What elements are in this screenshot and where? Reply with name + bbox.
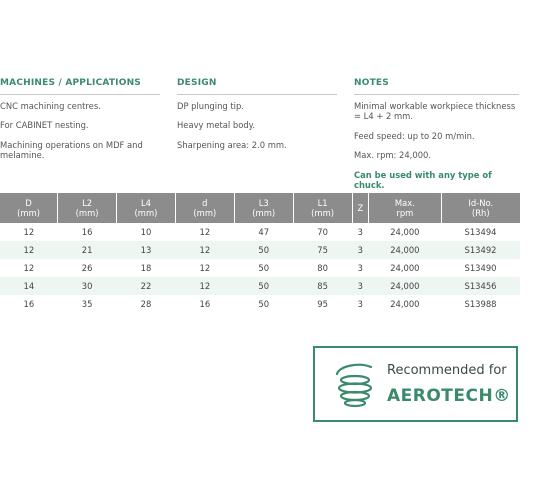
cell-d-shank: 12 bbox=[199, 227, 211, 237]
notes-highlight: Can be used with any type of chuck. bbox=[354, 169, 492, 190]
cell-z: 3 bbox=[352, 241, 369, 259]
cell-l3: 50 bbox=[258, 263, 270, 273]
cell-l1: 80 bbox=[317, 263, 328, 273]
cell-l2: 21 bbox=[58, 241, 117, 259]
cell-id-no: S13492 bbox=[441, 241, 520, 259]
table-row bbox=[0, 295, 520, 313]
machines-line: For CABINET nesting. bbox=[0, 120, 89, 130]
notes-heading: NOTES bbox=[354, 78, 519, 95]
cell-max-rpm: 24,000 bbox=[369, 241, 441, 259]
table-row bbox=[0, 259, 520, 277]
notes-line: Minimal workable workpiece thickness = L4 + 2 mm. bbox=[354, 100, 516, 121]
header-d: D (mm) bbox=[0, 193, 58, 223]
cell-d-shank: 12 bbox=[199, 263, 211, 273]
cell-l3: 50 bbox=[234, 277, 293, 295]
recommended-text: Recommended for bbox=[387, 363, 507, 378]
cell-z: 3 bbox=[357, 299, 364, 309]
cell-l2: 26 bbox=[81, 263, 93, 273]
cell-d: 16 bbox=[23, 299, 35, 309]
cell-d: 12 bbox=[23, 263, 35, 273]
header-l2: L2 (mm) bbox=[58, 193, 117, 223]
cell-z: 3 bbox=[357, 227, 364, 237]
table-row bbox=[0, 277, 520, 295]
machines-line: Machining operations on MDF and melamine. bbox=[0, 139, 143, 160]
design-line: Heavy metal body. bbox=[177, 120, 256, 130]
machines-line: CNC machining centres. bbox=[0, 100, 101, 111]
header-d-shank: d (mm) bbox=[175, 193, 234, 223]
machines-heading: MACHINES / APPLICATIONS bbox=[0, 78, 160, 95]
cell-d-shank: 16 bbox=[199, 299, 211, 309]
table-row bbox=[0, 223, 520, 241]
cell-max-rpm: 24,000 bbox=[369, 277, 441, 295]
cell-max-rpm: 24,000 bbox=[390, 263, 420, 273]
cell-l4: 28 bbox=[140, 299, 152, 309]
cell-d: 14 bbox=[0, 277, 58, 295]
header-l4: L4 (mm) bbox=[117, 193, 176, 223]
notes-line: Feed speed: up to 20 m/min. bbox=[354, 130, 475, 141]
cell-l2: 30 bbox=[58, 277, 117, 295]
cell-l4: 18 bbox=[140, 263, 152, 273]
cell-id-no: S13490 bbox=[464, 263, 497, 273]
cell-d: 12 bbox=[0, 241, 58, 259]
cell-d-shank: 12 bbox=[175, 241, 234, 259]
header-l1: L1 (mm) bbox=[293, 193, 352, 223]
table-header-row bbox=[0, 193, 520, 223]
design-line: Sharpening area: 2.0 mm. bbox=[177, 139, 287, 150]
notes-line: Max. rpm: 24,000. bbox=[354, 150, 432, 160]
cell-l4: 10 bbox=[140, 227, 152, 237]
cell-l1: 75 bbox=[293, 241, 352, 259]
cell-l2: 16 bbox=[81, 227, 93, 237]
spec-table bbox=[0, 193, 520, 313]
design-heading: DESIGN bbox=[177, 78, 337, 95]
cell-l3: 47 bbox=[258, 227, 270, 237]
header-id-no: Id-No. (Rh) bbox=[441, 193, 520, 223]
spring-logo-icon bbox=[331, 360, 379, 410]
table-row bbox=[0, 241, 520, 259]
cell-z: 3 bbox=[357, 263, 364, 273]
design-section bbox=[177, 78, 337, 159]
machines-section bbox=[0, 78, 160, 170]
header-l3: L3 (mm) bbox=[234, 193, 293, 223]
design-line: DP plunging tip. bbox=[177, 100, 244, 111]
cell-l4: 22 bbox=[117, 277, 176, 295]
cell-id-no: S13456 bbox=[441, 277, 520, 295]
cell-id-no: S13988 bbox=[464, 299, 497, 309]
brand-name: AEROTECH® bbox=[387, 386, 511, 406]
cell-l1: 70 bbox=[317, 227, 328, 237]
cell-z: 3 bbox=[352, 277, 369, 295]
cell-id-no: S13494 bbox=[464, 227, 497, 237]
cell-max-rpm: 24,000 bbox=[390, 227, 420, 237]
cell-l2: 35 bbox=[81, 299, 93, 309]
header-z: Z bbox=[352, 193, 369, 223]
cell-l1: 95 bbox=[317, 299, 328, 309]
cell-d: 12 bbox=[23, 227, 35, 237]
cell-max-rpm: 24,000 bbox=[390, 299, 420, 309]
cell-l1: 85 bbox=[293, 277, 352, 295]
cell-l3: 50 bbox=[258, 299, 270, 309]
cell-l3: 50 bbox=[234, 241, 293, 259]
aerotech-badge bbox=[313, 346, 518, 422]
cell-l4: 13 bbox=[117, 241, 176, 259]
header-max-rpm: Max. rpm bbox=[369, 193, 441, 223]
notes-section bbox=[354, 78, 519, 200]
cell-d-shank: 12 bbox=[175, 277, 234, 295]
